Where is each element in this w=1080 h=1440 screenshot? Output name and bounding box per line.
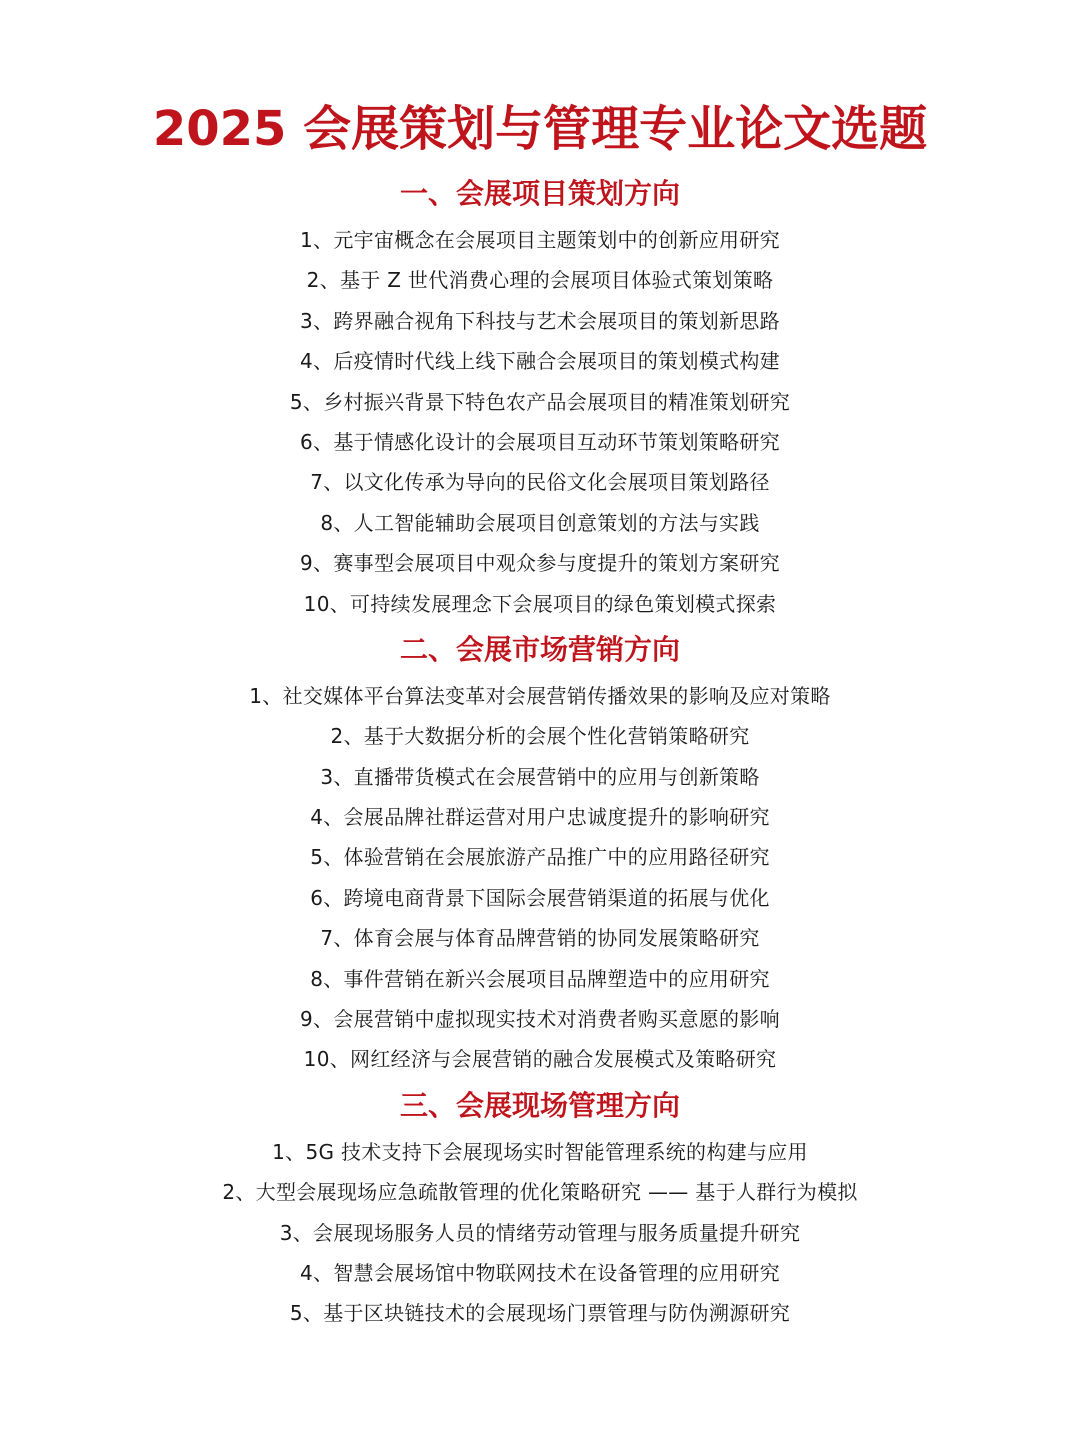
topic-item: 6、跨境电商背景下国际会展营销渠道的拓展与优化	[310, 885, 770, 910]
topic-item: 10、网红经济与会展营销的融合发展模式及策略研究	[303, 1047, 777, 1072]
topic-item: 7、体育会展与体育品牌营销的协同发展策略研究	[320, 926, 760, 951]
topic-item: 3、跨界融合视角下科技与艺术会展项目的策划新思路	[300, 308, 780, 333]
topic-item: 4、后疫情时代线上线下融合会展项目的策划模式构建	[300, 349, 780, 374]
topic-list	[0, 220, 1080, 624]
topic-item: 3、直播带货模式在会展营销中的应用与创新策略	[320, 764, 760, 789]
topic-item: 5、乡村振兴背景下特色农产品会展项目的精准策划研究	[289, 389, 791, 414]
section-market-marketing	[0, 630, 1080, 1080]
section-heading: 二、会展市场营销方向	[399, 632, 680, 666]
topic-item: 2、大型会展现场应急疏散管理的优化策略研究 —— 基于人群行为模拟	[222, 1180, 858, 1205]
topic-item: 5、体验营销在会展旅游产品推广中的应用路径研究	[310, 845, 770, 870]
section-heading: 一、会展项目策划方向	[399, 177, 680, 210]
topic-item: 2、基于 Z 世代消费心理的会展项目体验式策划策略	[306, 268, 774, 293]
topic-item: 8、事件营销在新兴会展项目品牌塑造中的应用研究	[310, 966, 770, 991]
topic-item: 10、可持续发展理念下会展项目的绿色策划模式探索	[303, 591, 777, 616]
topic-item: 3、会展现场服务人员的情绪劳动管理与服务质量提升研究	[279, 1220, 801, 1245]
topic-item: 7、以文化传承为导向的民俗文化会展项目策划路径	[310, 470, 770, 495]
topic-item: 9、赛事型会展项目中观众参与度提升的策划方案研究	[300, 551, 780, 576]
topic-item: 1、社交媒体平台算法变革对会展营销传播效果的影响及应对策略	[249, 683, 831, 708]
topic-item: 5、基于区块链技术的会展现场门票管理与防伪溯源研究	[289, 1301, 791, 1326]
topic-item: 1、5G 技术支持下会展现场实时智能管理系统的构建与应用	[272, 1139, 808, 1164]
topic-item: 9、会展营销中虚拟现实技术对消费者购买意愿的影响	[300, 1007, 780, 1032]
page-title: 2025 会展策划与管理专业论文选题	[152, 101, 928, 157]
section-heading: 三、会展现场管理方向	[399, 1088, 680, 1122]
topic-item: 8、人工智能辅助会展项目创意策划的方法与实践	[320, 510, 760, 535]
topic-item: 6、基于情感化设计的会展项目互动环节策划策略研究	[300, 429, 780, 454]
topic-item: 4、会展品牌社群运营对用户忠诚度提升的影响研究	[310, 805, 770, 830]
section-project-planning	[0, 174, 1080, 624]
topic-item: 4、智慧会展场馆中物联网技术在设备管理的应用研究	[300, 1260, 780, 1285]
section-onsite-management	[0, 1086, 1080, 1334]
topic-list	[0, 1132, 1080, 1334]
topic-list	[0, 676, 1080, 1080]
topic-item: 2、基于大数据分析的会展个性化营销策略研究	[330, 724, 750, 749]
topic-item: 1、元宇宙概念在会展项目主题策划中的创新应用研究	[300, 228, 780, 252]
